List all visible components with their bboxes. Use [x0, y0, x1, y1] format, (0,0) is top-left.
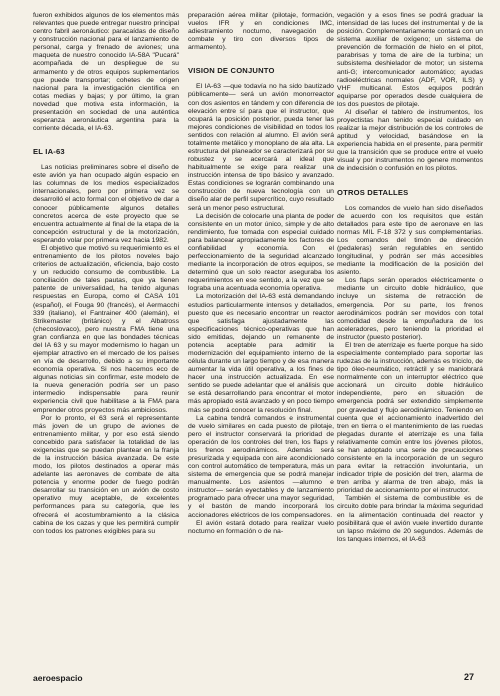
section-heading: VISION DE CONJUNTO: [188, 66, 275, 76]
body-paragraph: El tren de aterrizaje es fuerte porque ha sido especialmente contemplado para soportar las rudezas de la instrucción, además es triciclo, de tipo óleo-neumático, retráctil y se maniobrará normalmente con un interruptor eléctrico que accionará un circuito doble hidráulico independiente, pero en situación de emergencia podrá ser extendido simplemente por gravedad y flujo aerodinámico. Teniendo en cuenta que el accionamiento inadvertido del tren en tierra o el mantenimiento de las ruedas plegadas durante el aterrizaje es una falla relativamente común entre los jóvenes pilotos, se han adoptado una serie de precauciones consistente en la incorporación de un seguro para evitar la retracción involuntaria, un indicador triple de posición del tren, alarma de tren arriba y alarma de tren abajo, más la prioridad de accionamiento por el instructor.: [337, 341, 483, 495]
body-paragraph: fueron exhibidos algunos de los elementos más relevantes que puede entregar nuestro principal centro fabril aeronáutico: paracaídas de diseño y construcción nacional para el lanzamiento de personal, carga y frenado de aviones; una maqueta de nuestro conocido IA-58A "Pucará" acompañada de un despliegue de su armamento y de otros equipos suplementarios que puede transportar; cohetes de origen nacional para la investigación científica en cotas medias y bajas; y por último, la gran novedad que motiva esta información, la presentación en sociedad de una auténtica esperanza aeronáutica argentina para la corriente década, el IA-63.: [33, 12, 179, 133]
body-paragraph: Al diseñar el tablero de instrumentos, los proyectistas han tenido especial cuidado en realizar la mejor distribución de los controles de aptitud y velocidad, basándose en la experiencia habida en el presente, para permitir que la transición que se produce entre el vuelo visual y por instrumentos no genere momentos de indecisión o confusión en los pilotos.: [337, 108, 483, 173]
body-paragraph: El objetivo que motivó su requerimiento es el entrenamiento de los pilotos noveles bajo criterios de actualización, eficiencia, bajo costo y un reducido consumo de combustible. La conciliación de tales pautas, que ya tienen patente de universalidad, ha tenido algunas respuestas en Europa, como el CASA 101 (español), el Fouga 90 (francés), el Aermacchi 339 (italiano), el Fantrainer 400 (alemán), el Strikemaster (británico) y el Albatross (checoslovaco), pero nuestra FMA tiene una gran confianza en que las bondades técnicas del IA 63 y su mayor modernismo lo hagan un ejemplar atractivo en el mercado de los países en vía de desarrollo, debido a su importante economía operativa. Si nos hacemos eco de algunas noticias sin confirmar, este modelo de la nueva generación podría ser un paso intermedio indispensable para reunir experiencia civil que habilitase a la FMA para emprender otros proyectos más ambiciosos.: [33, 244, 179, 414]
magazine-name: aeroespacio: [33, 673, 83, 683]
body-paragraph: El avión estará dotado para realizar vuelo nocturno en formación o de na-: [188, 519, 334, 535]
page-number: 27: [464, 672, 475, 682]
section-heading: EL IA-63: [33, 147, 65, 157]
body-paragraph: preparación aérea militar (pilotaje, formación, vuelos IFR y en condiciones IMC, adiestramiento nocturno, navegación de combate y tiro con diversos tipos de armamento).: [188, 12, 334, 52]
body-paragraph: Los comandos de vuelo han sido diseñados de acuerdo con los requisitos que están detallados para este tipo de aeronave en las normas MIL F-18 372 y sus complementarias. Los comandos del timón de dirección (pedaleras) serán regulables en sentido longitudinal, y podrán ser más accesibles mediante la modificación de la posición del asiento.: [337, 204, 483, 277]
body-paragraph: El IA-63 —que todavía no ha sido bautizado públicamente— será un avión monorreactor con dos asientos en tándem y con diferencia de elevación entre sí para que el instructor, que ocupará la posición posterior, pueda tener las mejores condiciones de visibilidad en todos los sentidos con relación al alumno. El avión será totalmente metálico y monoplano de ala alta. La estructura del planeador se caracterizará por su robustez y se acercará al ideal que habitualmente se exige para realizar una instrucción intensa de tipo básico y avanzado. Estas condiciones se lograrán combinando una construcción de nueva tecnología con un diseño alar de perfil supercrítico, cuyo resultado será un menor peso estructural.: [188, 83, 334, 212]
body-paragraph: Por lo pronto, el 63 será el representante más joven de un grupo de aviones de entrenamiento militar, y por eso está siendo concebido para satisfacer la totalidad de las exigencias que se puedan plantear en la franja de la instrucción básica avanzada. De este modo, los pilotos destinados a operar más adelante las aeronaves de combate de alta potencia y enorme poder de fuego podrán desarrollar su transición en un avión de costo operativo muy aceptable, de excelentes performances para su categoría, que les ofrecerá el acostumbramiento a la clásica cabina de los cazas y que les permitirá cumplir con todos los patrones exigibles para su: [33, 414, 179, 535]
body-paragraph: La motorización del IA-63 está demandando estudios particularmente intensos y detallados, puesto que es necesario encontrar un reactor que satisfaga ajustadamente las especificaciones técnico-operativas que han sido emitidas, dejando un remanente de potencia aceptable para admitir la modernización del equipamiento interno de la célula durante un largo tiempo y de esa manera aumentar la vida útil operativa, a los fines de hacer una instrucción actualizada. En ese sentido se puede adelantar que el análisis que se está desarrollando para encontrar el motor más apropiado está avanzado y en poco tiempo más se podrá conocer la resolución final.: [188, 293, 334, 414]
body-paragraph: Las noticias preliminares sobre el diseño de este avión ya han ocupado algún espacio en las columnas de los medios especializados internacionales, pero por primera vez se desarrolló el acto formal con el objetivo de dar a conocer públicamente algunos detalles concretos acerca de este proyecto que se encuentra actualmente al final de la etapa de la concepción estructural y de la motorización, esperando volar por primera vez hacia 1982.: [33, 164, 179, 244]
body-paragraph: La cabina tendrá comandos e instrumental de vuelo similares en cada puesto de pilotaje, pero el instructor conservará la prioridad de operación de los controles del tren, los flaps y los frenos aerodinámicos. Además será presurizada y equipada con aire acondicionado con control automático de temperatura, más un sistema de emergencia que se podrá manejar manualmente. Los asientos —alumno e instructor— serán eyectables y de lanzamiento programado para ofrecer una mayor seguridad, y el bastón de mando incorporará los accionadores eléctricos de los compensadores.: [188, 414, 334, 519]
section-heading: OTROS DETALLES: [337, 187, 409, 197]
text-column-3: [337, 12, 483, 664]
body-paragraph: Los flaps serán operados eléctricamente o mediante un circuito doble hidráulico, que incluye un sistema de retracción de emergencia. Por su parte, los frenos aerodinámicos podrán ser movidos con total comodidad desde la empuñadura de los aceleradores, pero teniendo la prioridad el instructor (puesto posterior).: [337, 277, 483, 341]
body-paragraph: La decisión de colocarle una planta de poder consistente en un motor único, simple y de alto rendimiento, fue tomada con especial cuidado para balancear apropiadamente los factores de confiabilidad y economía. Con el perfeccionamiento de la seguridad alcanzado mediante la incorporación de otros equipos, se determinó que un solo reactor aseguraba los requerimientos en ese sentido, a la vez que se lograba una acentuada economía operativa.: [188, 212, 334, 293]
body-paragraph: vegación y a esos fines se podrá graduar la intensidad de las luces del instrumental y de la posición. Complementariamente contará con un sistema auxiliar de oxígeno; un sistema de prevención de formación de hielo en el pitot, parabrisas y toma de aire de la turbina; un subsistema deshielador de motor; un sistema anti-G; intercomunicador automático; ayudas radioeléctricas normales (ADF, VOR, ILS) y VHF multicanal. Estos equipos podrán equiparse por operados desde cualquiera de los dos puestos de pilotaje.: [337, 12, 483, 108]
body-paragraph: También el sistema de combustible es de circuito doble para brindar la máxima seguridad en la alimentación continuada del reactor y posibilitará que el avión vuele invertido durante un lapso máximo de 20 segundos. Además de los tanques internos, el IA-63: [337, 495, 483, 543]
text-column-1: [33, 12, 179, 664]
text-column-2: [188, 12, 334, 664]
